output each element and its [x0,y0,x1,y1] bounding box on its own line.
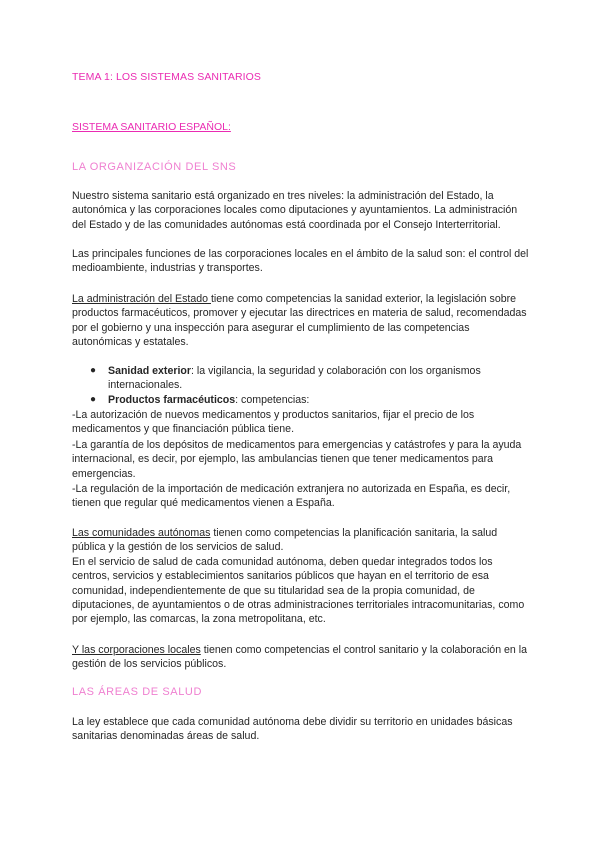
list-item-text: : competencias: [235,393,310,406]
subtitle: SISTEMA SANITARIO ESPAÑOL [72,121,228,133]
section-heading-organizacion: LA ORGANIZACIÓN DEL SNS [72,161,237,173]
term-comunidades: Las comunidades autónomas [72,527,211,539]
subtitle-colon: : [227,121,231,133]
paragraph-niveles: Nuestro sistema sanitario está organizado en tres niveles: la administración del Estado, la autonómica y las corporaciones locales como diputaciones y ayuntamientos. La administración del Estado y de las comunidades autónomas está coordinada por el Consejo Interterritorial. [72,190,518,231]
competencias-list [72,364,532,407]
list-item-text: : la vigilancia, la seguridad y colaboración con los organismos internacionales. [108,365,481,392]
paragraph-corporaciones-locales-text: tienen como competencias el control sanitario y la colaboración en la gestión de los servicios públicos. [72,644,527,671]
paragraph-areas-salud: La ley establece que cada comunidad autónoma debe dividir su territorio en unidades básicas sanitarias denominadas áreas de salud. [72,716,513,743]
bullet-icon: ● [90,365,97,376]
paragraph-comunidades [72,526,532,555]
section-heading-areas: LAS ÁREAS DE SALUD [72,686,203,698]
detail-autorizacion: -La autorización de nuevos medicamentos y productos sanitarios, fijar el precio de los medicamentos y que financiación pública tiene. [72,409,475,436]
term-administracion-estado: La administración del Estado [72,293,211,305]
paragraph-administracion-estado-text: tiene como competencias la sanidad exterior, la legislación sobre productos farmacéuticos, promover y ejecutar las directrices en materia de salud, recomendadas por el gobierno y una inspección para asegurar el cumplimiento de las competencias autonómicas y estatales. [72,293,527,348]
paragraph-servicio-salud: En el servicio de salud de cada comunidad autónoma, deben quedar integrados todos los centros, servicios y establecimientos sanitarios públicos que hayan en el territorio de esa comunidad, independientemente de que su titularidad sea de la propia comunidad, de diputaciones, de ayuntamientos o de otras administraciones territoriales intracomunitarias, como por ejemplo, las comarcas, la zona metropolitana, etc. [72,556,525,626]
page-title: TEMA 1: LOS SISTEMAS SANITARIOS [72,71,262,83]
term-corporaciones-locales: Y las corporaciones locales [72,644,201,656]
list-item-bold: Productos farmacéuticos [108,393,236,406]
list-item [72,364,532,393]
bullet-icon: ● [90,393,97,405]
subtitle-line [72,117,532,135]
paragraph-corporaciones-locales [72,643,532,672]
list-item-bold: Sanidad exterior [108,365,192,377]
paragraph-corporaciones: Las principales funciones de las corporaciones locales en el ámbito de la salud son: el control del medioambiente, industrias y transportes. [72,248,529,275]
paragraph-comunidades-text: tienen como competencias la planificación sanitaria, la salud pública y la gestión de los servicios de salud. [72,527,498,554]
paragraph-administracion-estado [72,292,532,349]
detail-regulacion: -La regulación de la importación de medicación extranjera no autorizada en España, es decir, tienen que regular qué medicamentos vienen a España. [72,483,511,510]
detail-garantia: -La garantía de los depósitos de medicamentos para emergencias y catástrofes y para la ayuda internacional, es decir, por ejemplo, las ambulancias tienen que tener medicamentos para emergencias. [72,439,522,480]
list-item [72,393,532,407]
